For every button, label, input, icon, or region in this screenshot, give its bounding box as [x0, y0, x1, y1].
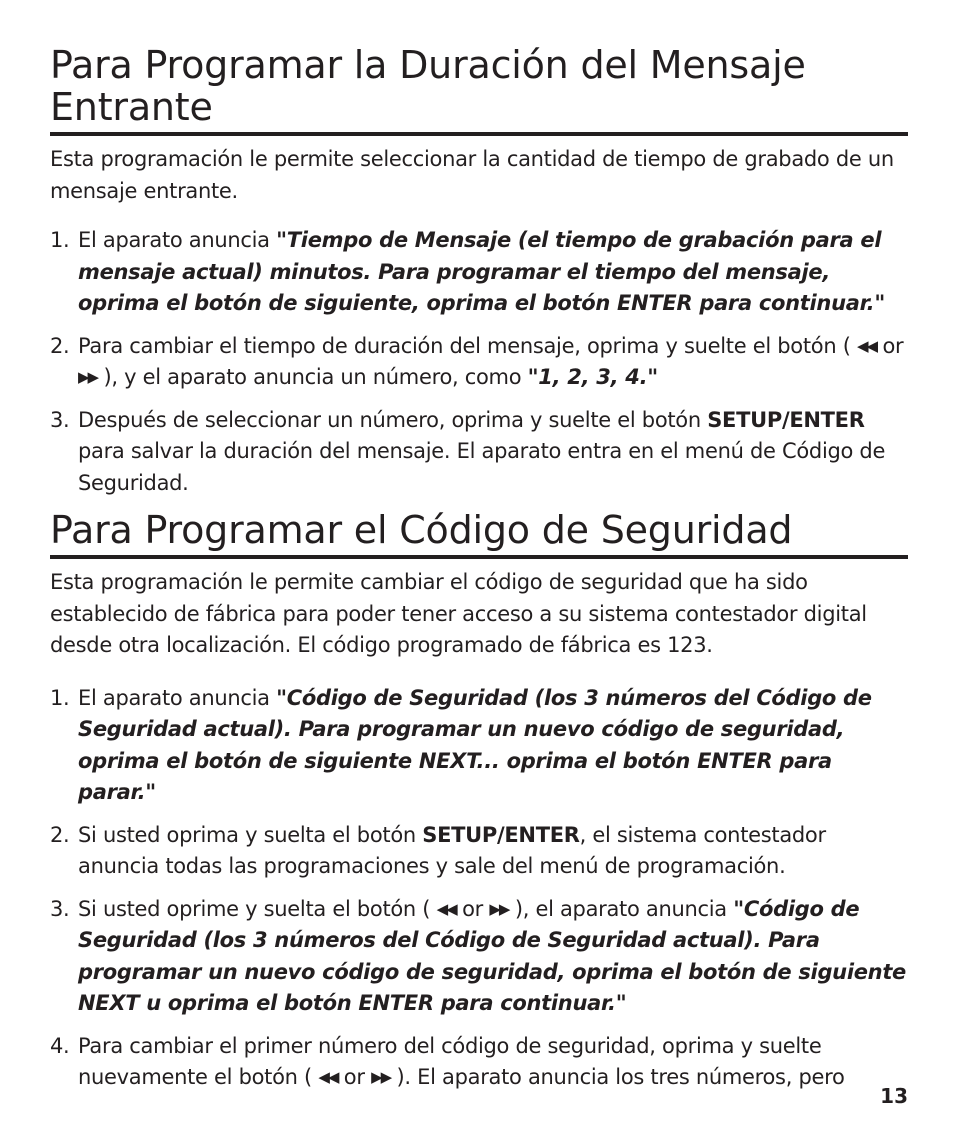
rewind-icon: ◀◀ [857, 336, 877, 355]
page-number: 13 [880, 1084, 908, 1108]
step-item [50, 405, 908, 500]
step-text: El aparato anuncia [78, 228, 277, 252]
step-number: 2. [50, 822, 70, 847]
step-text: Para cambiar el primer número del código de seguridad, oprima y suelte nuevamente el botón ( [78, 1033, 822, 1089]
or-text: or [462, 896, 483, 921]
step-text: Si usted oprime y suelta el botón ( [78, 896, 431, 921]
step-number: 2. [50, 333, 70, 358]
step-text: para salvar la duración del mensaje. El aparato entra en el menú de Código de Seguridad. [78, 439, 886, 495]
step-item [50, 820, 908, 883]
step-text: , el sistema contestador anuncia todas las programaciones y sale del menú de programación. [78, 822, 826, 878]
setup-enter-button-label: SETUP/ENTER [422, 822, 580, 847]
rewind-icon: ◀◀ [318, 1068, 338, 1086]
steps-list [50, 225, 908, 499]
step-number: 3. [50, 407, 70, 432]
step-text: Para cambiar el tiempo de duración del mensaje, oprima y suelte el botón ( [78, 333, 851, 358]
step-item [50, 894, 908, 1020]
steps-list [50, 683, 908, 1094]
rewind-icon: ◀◀ [436, 899, 456, 918]
step-quote: "1, 2, 3, 4." [527, 365, 658, 389]
step-number: 1. [50, 685, 70, 710]
section-intro: Esta programación le permite cambiar el código de seguridad que ha sido establecido de fábrica para poder tener acceso a su sistema contestador digital desde otra localización. El código programado de fábrica es 123. [50, 570, 867, 657]
step-number: 4. [50, 1033, 70, 1058]
step-number: 1. [50, 228, 70, 252]
step-item [50, 1031, 908, 1094]
step-item [50, 683, 908, 809]
step-text: ). El aparato anuncia los tres números, pero [396, 1065, 845, 1089]
step-item [50, 225, 908, 320]
or-text: or [882, 333, 904, 358]
section-title-message-duration: Para Programar la Duración del Mensaje Entrante [50, 44, 908, 136]
setup-enter-button-label: SETUP/ENTER [707, 407, 865, 432]
step-text: El aparato anuncia [78, 685, 277, 710]
step-quote: "Código de Seguridad (los 3 números del Código de Seguridad actual). Para programar un nuevo código de seguridad, oprima el botón de siguiente NEXT... oprima el botón ENTER para parar." [78, 685, 872, 804]
step-text: ), el aparato anuncia [514, 896, 734, 921]
fast-forward-icon: ▶▶ [78, 368, 98, 386]
step-text: Después de seleccionar un número, oprima y suelte el botón [78, 407, 708, 432]
step-quote: "Código de Seguridad (los 3 números del Código de Seguridad actual). Para programar un nuevo código de seguridad, oprima el botón de siguiente NEXT u oprima el botón ENTER para continuar." [78, 896, 906, 1015]
step-quote: "Tiempo de Mensaje (el tiempo de grabación para el mensaje actual) minutos. Para programar el tiempo del mensaje, oprima el botón de siguiente, oprima el botón ENTER para continuar." [78, 228, 885, 315]
page-content [50, 44, 908, 1094]
step-item [50, 331, 908, 394]
fast-forward-icon: ▶▶ [489, 899, 509, 918]
section-intro: Esta programación le permite seleccionar la cantidad de tiempo de grabado de un mensaje entrante. [50, 147, 894, 203]
step-text: ), y el aparato anuncia un número, como [103, 365, 528, 389]
step-text: Si usted oprima y suelta el botón [78, 822, 423, 847]
or-text: or [343, 1065, 365, 1089]
section-title-security-code: Para Programar el Código de Seguridad [50, 509, 908, 559]
fast-forward-icon: ▶▶ [371, 1068, 391, 1086]
step-number: 3. [50, 896, 70, 921]
